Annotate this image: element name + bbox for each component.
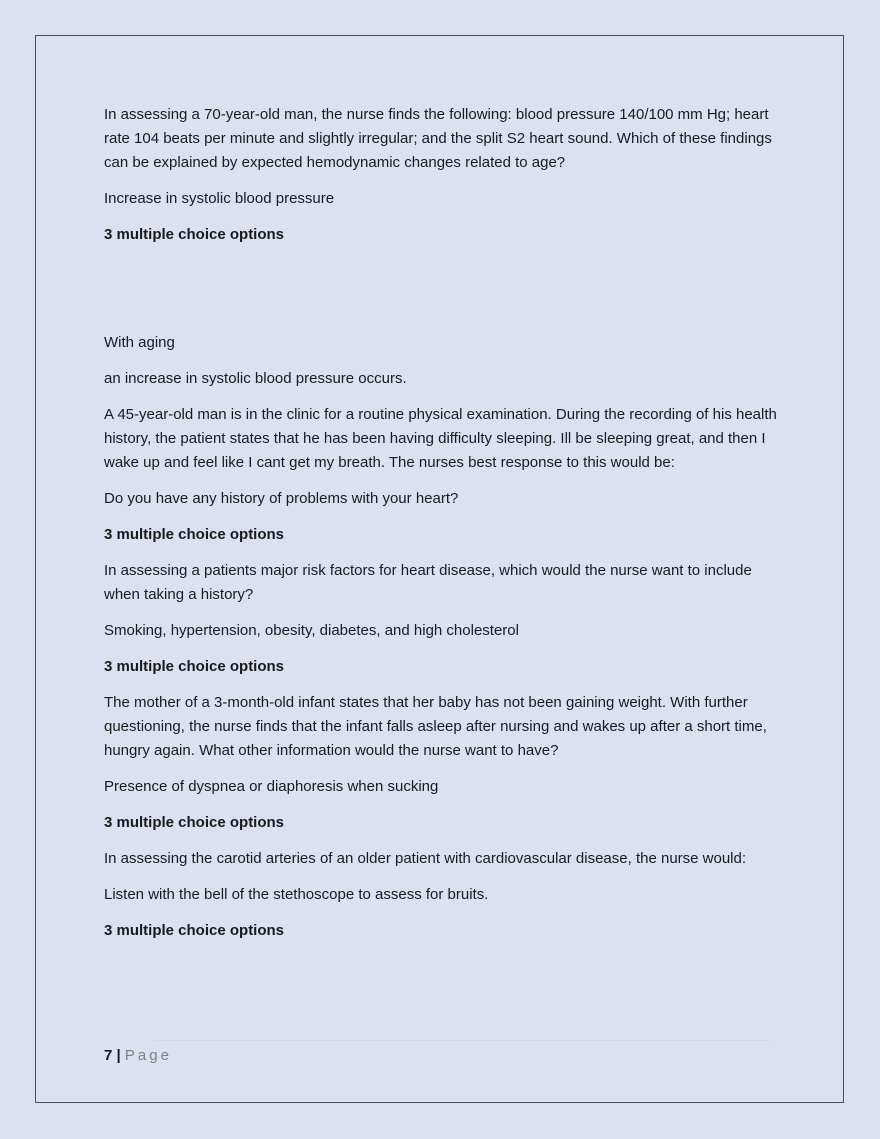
document-body	[104, 103, 784, 955]
paragraph: an increase in systolic blood pressure occurs.	[104, 370, 407, 387]
options-note: 3 multiple choice options	[104, 226, 285, 243]
paragraph: Do you have any history of problems with your heart?	[104, 490, 459, 507]
paragraph: With aging	[104, 334, 175, 351]
footer-divider	[155, 1040, 770, 1041]
paragraph: In assessing a 70-year-old man, the nurse finds the following: blood pressure 140/100 mm Hg; heart rate 104 beats per minute and slightly irregular; and the split S2 heart sound. Which of these findings can be explained by expected hemodynamic changes related to age?	[104, 106, 772, 171]
paragraph: A 45-year-old man is in the clinic for a routine physical examination. During the recording of his health history, the patient states that he has been having difficulty sleeping. Ill be sleeping great, and then I wake up and feel like I cant get my breath. The nurses best response to this would be:	[104, 406, 777, 471]
options-note: 3 multiple choice options	[104, 922, 285, 939]
paragraph: The mother of a 3-month-old infant states that her baby has not been gaining weight. With further questioning, the nurse finds that the infant falls asleep after nursing and wakes up after a short time, hungry again. What other information would the nurse want to have?	[104, 694, 767, 759]
options-note: 3 multiple choice options	[104, 658, 285, 675]
paragraph: Listen with the bell of the stethoscope to assess for bruits.	[104, 886, 489, 903]
paragraph: In assessing the carotid arteries of an older patient with cardiovascular disease, the nurse would:	[104, 850, 747, 867]
paragraph: In assessing a patients major risk factors for heart disease, which would the nurse want to include when taking a history?	[104, 562, 752, 603]
footer-separator: |	[116, 1047, 121, 1064]
paragraph: Increase in systolic blood pressure	[104, 190, 335, 207]
page-label: Page	[124, 1047, 172, 1064]
blank-space	[104, 259, 784, 331]
options-note: 3 multiple choice options	[104, 814, 285, 831]
options-note: 3 multiple choice options	[104, 526, 285, 543]
page-footer	[104, 1046, 172, 1066]
page-number: 7	[104, 1047, 113, 1064]
paragraph: Presence of dyspnea or diaphoresis when sucking	[104, 778, 439, 795]
paragraph: Smoking, hypertension, obesity, diabetes, and high cholesterol	[104, 622, 519, 639]
